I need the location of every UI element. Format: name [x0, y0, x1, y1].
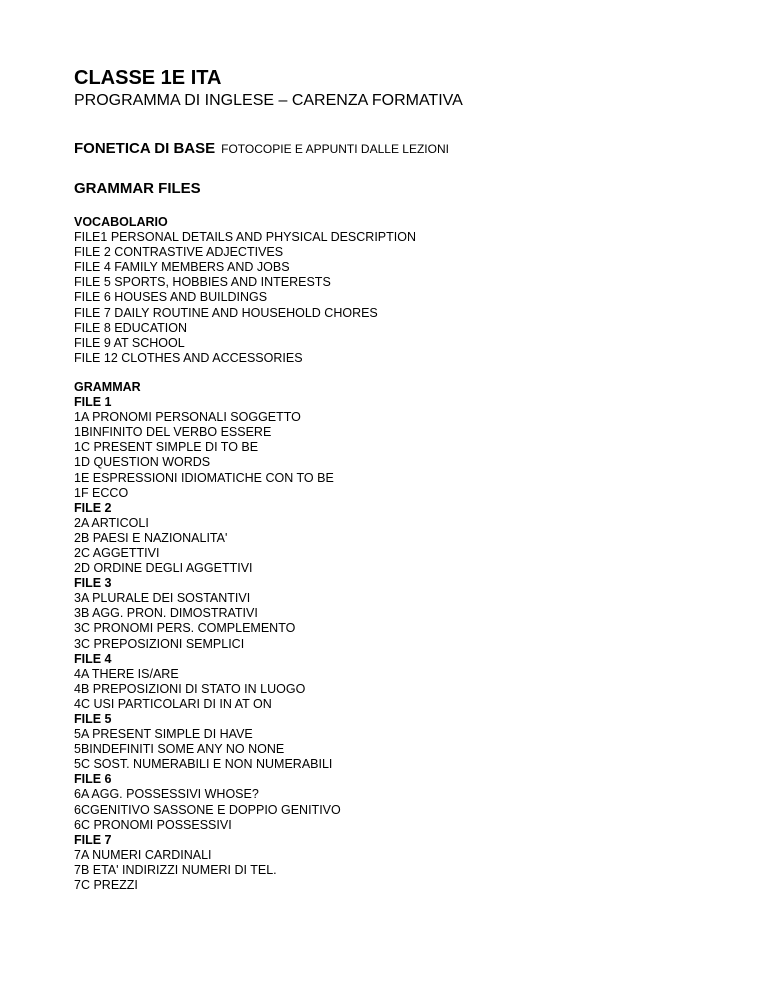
- vocabulary-item: FILE 5 SPORTS, HOBBIES AND INTERESTS: [74, 275, 331, 290]
- grammar-item: 4C USI PARTICOLARI DI IN AT ON: [74, 696, 272, 711]
- page-subtitle: PROGRAMMA DI INGLESE – CARENZA FORMATIVA: [74, 92, 463, 109]
- grammar-item: 3C PRONOMI PERS. COMPLEMENTO: [74, 621, 296, 636]
- grammar-item: 7B ETA' INDIRIZZI NUMERI DI TEL.: [74, 862, 277, 877]
- vocabulary-item: FILE 2 CONTRASTIVE ADJECTIVES: [74, 245, 284, 260]
- grammar-files-heading: GRAMMAR FILES: [74, 180, 201, 197]
- grammar-item: 2B PAESI E NAZIONALITA': [74, 530, 228, 545]
- grammar-item: 4B PREPOSIZIONI DI STATO IN LUOGO: [74, 681, 306, 696]
- grammar-item: 6C PRONOMI POSSESSIVI: [74, 817, 232, 832]
- phonetics-heading: FONETICA DI BASE: [74, 140, 216, 157]
- phonetics-section: [74, 139, 734, 159]
- grammar-item: 6A AGG. POSSESSIVI WHOSE?: [74, 787, 259, 802]
- phonetics-note: FOTOCOPIE E APPUNTI DALLE LEZIONI: [221, 142, 449, 156]
- vocabulary-item: FILE 12 CLOTHES AND ACCESSORIES: [74, 350, 303, 365]
- vocabulary-item: FILE 8 EDUCATION: [74, 320, 187, 335]
- grammar-heading: GRAMMAR: [74, 379, 141, 394]
- vocabulary-item: FILE 6 HOUSES AND BUILDINGS: [74, 290, 268, 305]
- grammar-file-label: FILE 1: [74, 395, 112, 410]
- grammar-file-label: FILE 5: [74, 712, 112, 726]
- grammar-item: 1A PRONOMI PERSONALI SOGGETTO: [74, 410, 301, 425]
- document-page: [74, 66, 734, 893]
- grammar-item: 1F ECCO: [74, 485, 129, 500]
- grammar-item: 5BINDEFINITI SOME ANY NO NONE: [74, 742, 285, 757]
- grammar-item: 3C PREPOSIZIONI SEMPLICI: [74, 636, 245, 651]
- grammar-file-label: FILE 7: [74, 832, 112, 847]
- grammar-list: [74, 380, 734, 893]
- grammar-item: 5C SOST. NUMERABILI E NON NUMERABILI: [74, 757, 333, 772]
- grammar-item: 1D QUESTION WORDS: [74, 455, 211, 470]
- grammar-item: 3B AGG. PRON. DIMOSTRATIVI: [74, 606, 258, 621]
- grammar-item: 7A NUMERI CARDINALI: [74, 847, 212, 862]
- vocabulary-item: FILE 4 FAMILY MEMBERS AND JOBS: [74, 260, 290, 275]
- page-title: CLASSE 1E ITA: [74, 67, 222, 89]
- grammar-item: 2A ARTICOLI: [74, 515, 149, 530]
- grammar-item: 2C AGGETTIVI: [74, 545, 160, 560]
- vocabulary-item: FILE 9 AT SCHOOL: [74, 335, 185, 350]
- grammar-file-label: FILE 6: [74, 772, 112, 787]
- grammar-item: 5A PRESENT SIMPLE DI HAVE: [74, 727, 253, 742]
- grammar-item: 1C PRESENT SIMPLE DI TO BE: [74, 440, 259, 455]
- grammar-item: 1E ESPRESSIONI IDIOMATICHE CON TO BE: [74, 470, 334, 485]
- grammar-item: 3A PLURALE DEI SOSTANTIVI: [74, 591, 251, 606]
- grammar-item: 1BINFINITO DEL VERBO ESSERE: [74, 425, 272, 440]
- grammar-item: 7C PREZZI: [74, 878, 138, 893]
- grammar-file-label: FILE 4: [74, 651, 112, 666]
- grammar-item: 2D ORDINE DEGLI AGGETTIVI: [74, 561, 253, 576]
- vocabulary-item: FILE1 PERSONAL DETAILS AND PHYSICAL DESCRIPTION: [74, 230, 416, 245]
- vocabulary-item: FILE 7 DAILY ROUTINE AND HOUSEHOLD CHORES: [74, 305, 378, 320]
- grammar-item: 4A THERE IS/ARE: [74, 666, 179, 681]
- vocabulary-list: [74, 215, 734, 366]
- grammar-file-label: FILE 2: [74, 500, 112, 515]
- vocabulary-heading: VOCABOLARIO: [74, 215, 168, 229]
- grammar-item: 6CGENITIVO SASSONE E DOPPIO GENITIVO: [74, 802, 341, 817]
- grammar-file-label: FILE 3: [74, 576, 112, 591]
